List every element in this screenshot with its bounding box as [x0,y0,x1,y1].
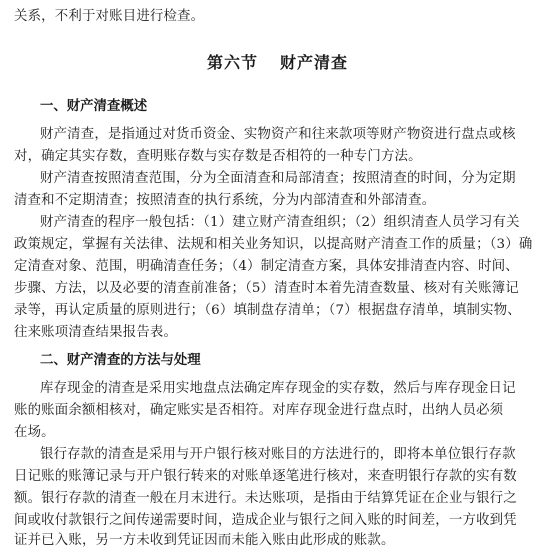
paragraph-line: 在场。 [14,425,55,440]
paragraph-line: 库存现金的清查是采用实地盘点法确定库存现金的实存数，然后与库存现金日记 [40,381,516,396]
paragraph-line: 财产清查，是指通过对货币资金、实物资产和往来款项等财产物资进行盘点或核 [40,127,516,142]
paragraph-line: 间或收付款银行之间传递需要时间，造成企业与银行之间入账的时间差，一方收到凭 [14,513,517,528]
paragraph-line: 清查和不定期清查；按照清查的执行系统，分为内部清查和外部清查。 [14,193,436,208]
heading-methods: 二、财产清查的方法与处理 [40,353,201,368]
continued-text-line: 关系，不利于对账目进行检查。 [14,9,205,24]
paragraph-line: 日记账的账簿记录与开户银行转来的对账单逐笔进行核对，来查明银行存款的实有数 [14,469,517,484]
section-title-text: 财产清查 [280,53,349,72]
paragraph-line: 额。银行存款的清查一般在月末进行。未达账项，是指由于结算凭证在企业与银行之 [14,491,517,506]
paragraph-line: 对，确定其实存数，查明账存数与实存数是否相符的一种专门方法。 [14,149,422,164]
paragraph-line: 账的账面余额相核对，确定账实是否相符。对库存现金进行盘点时，出纳人员必须 [14,403,504,418]
heading-overview: 一、财产清查概述 [40,99,148,114]
paragraph-line: 政策规定，掌握有关法律、法规和相关业务知识，以提高财产清查工作的质量；（3）确 [14,237,533,252]
paragraph-line: 定清查对象、范围，明确清查任务；（4）制定清查方案，具体安排清查内容、时间、 [14,259,519,274]
paragraph-line: 证并已入账，另一方未收到凭证因而未能入账由此形成的账款。 [14,533,395,548]
section-title-number: 第六节 [206,53,258,72]
paragraph-line: 往来账项清查结果报告表。 [14,325,178,340]
paragraph-line: 财产清查按照清查范围，分为全面清查和局部清查；按照清查的时间，分为定期 [40,171,516,186]
paragraph-line: 银行存款的清查是采用与开户银行核对账目的方法进行的，即将本单位银行存款 [40,447,516,462]
section-title [0,50,555,73]
paragraph-line: 步骤、方法，以及必要的清查前准备；（5）清查时本着先清查数量、核对有关账簿记 [14,281,519,296]
paragraph-line: 财产清查的程序一般包括：（1）建立财产清查组织；（2）组织清查人员学习有关 [40,215,520,230]
paragraph-line: 录等，再认定质量的原则进行；（6）填制盘存清单；（7）根据盘存清单，填制实物、 [14,303,521,318]
